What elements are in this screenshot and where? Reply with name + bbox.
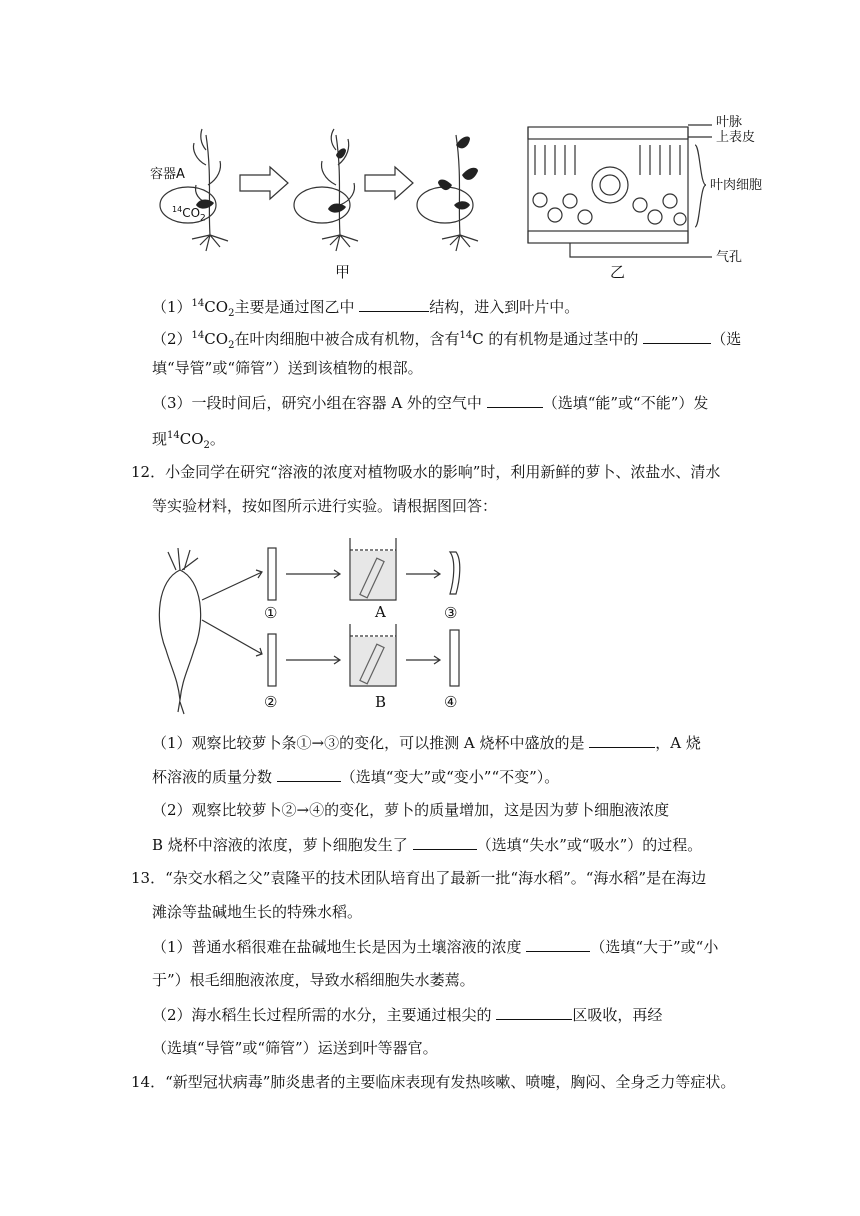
label-beaker-a: A xyxy=(375,603,386,621)
label-1: ① xyxy=(264,604,278,622)
answer-blank[interactable] xyxy=(487,392,543,408)
co2-label: $^{14}CO_2$ xyxy=(172,205,206,224)
q11-part3-cont: 现$^{14}CO_2$。 xyxy=(152,430,225,451)
caption-jia: 甲 xyxy=(335,263,351,281)
label-mesophyll: 叶肉细胞 xyxy=(710,178,763,193)
label-stoma: 气孔 xyxy=(716,250,743,265)
q11-part2-cont: 填“导管”或“筛管”）送到该植物的根部。 xyxy=(152,359,423,377)
label-2: ② xyxy=(264,693,278,711)
answer-blank[interactable] xyxy=(359,296,429,312)
answer-blank[interactable] xyxy=(277,766,341,782)
answer-blank[interactable] xyxy=(643,328,711,344)
container-a-label: 容器A xyxy=(150,167,185,182)
label-upper-epidermis: 上表皮 xyxy=(716,130,756,145)
answer-blank[interactable] xyxy=(589,732,655,748)
q12-part1-cont: 杯溶液的质量分数 （选填“变大”或“变小”“不变”）。 xyxy=(152,768,560,786)
q13-stem-line2: 滩涂等盐碱地生长的特殊水稻。 xyxy=(152,903,363,921)
q11-part2: $(2)^{14}CO_2$在叶肉细胞中被合成有机物，含有$^{14}$C 的有机物是通过茎中的 （选 xyxy=(152,330,742,351)
label-3: ③ xyxy=(444,604,458,622)
label-4: ④ xyxy=(444,693,458,711)
label-vein: 叶脉 xyxy=(716,115,743,130)
q13-stem-line1: 13．“杂交水稻之父”袁隆平的技术团队培育出了最新一批“海水稻”。“海水稻”是在海边 xyxy=(131,869,707,887)
radish-experiment-figure xyxy=(150,530,480,720)
q14-stem-line1: 14．“新型冠状病毒”肺炎患者的主要临床表现有发热咳嗽、喷嚏，胸闷、全身乏力等症状。 xyxy=(131,1073,736,1091)
caption-yi: 乙 xyxy=(610,263,626,281)
answer-blank[interactable] xyxy=(526,936,590,952)
q13-part2-cont: （选填“导管”或“筛管”）运送到叶等器官。 xyxy=(152,1039,438,1057)
q12-part2-cont: B 烧杯中溶液的浓度，萝卜细胞发生了 （选填“失水”或“吸水”）的过程。 xyxy=(152,836,703,854)
q11-part1: $(1)^{14}CO_2$主要是通过图乙中 结构，进入到叶片中。 xyxy=(152,298,580,319)
q12-stem-line2: 等实验材料，按如图所示进行实验。请根据图回答： xyxy=(152,497,498,515)
answer-blank[interactable] xyxy=(413,834,477,850)
q12-part1: （1）观察比较萝卜条①→③的变化，可以推测 A 烧杯中盛放的是 ，A 烧 xyxy=(152,734,701,752)
q13-part1: （1）普通水稻很难在盐碱地生长是因为土壤溶液的浓度 （选填“大于”或“小 xyxy=(152,938,719,956)
label-beaker-b: B xyxy=(375,693,387,711)
plant-experiment-figure xyxy=(140,105,780,285)
q12-part2: （2）观察比较萝卜②→④的变化，萝卜的质量增加，这是因为萝卜细胞液浓度 xyxy=(152,801,670,819)
answer-blank[interactable] xyxy=(496,1004,572,1020)
q12-stem-line1: 12．小金同学在研究“溶液的浓度对植物吸水的影响”时，利用新鲜的萝卜、浓盐水、清水 xyxy=(131,463,721,481)
q13-part2: （2）海水稻生长过程所需的水分，主要通过根尖的 区吸收，再经 xyxy=(152,1006,663,1024)
q13-part1-cont: 于”）根毛细胞液浓度，导致水稻细胞失水萎蔫。 xyxy=(152,971,475,989)
q11-part3: （3）一段时间后，研究小组在容器 A 外的空气中 （选填“能”或“不能”）发 xyxy=(152,394,709,412)
